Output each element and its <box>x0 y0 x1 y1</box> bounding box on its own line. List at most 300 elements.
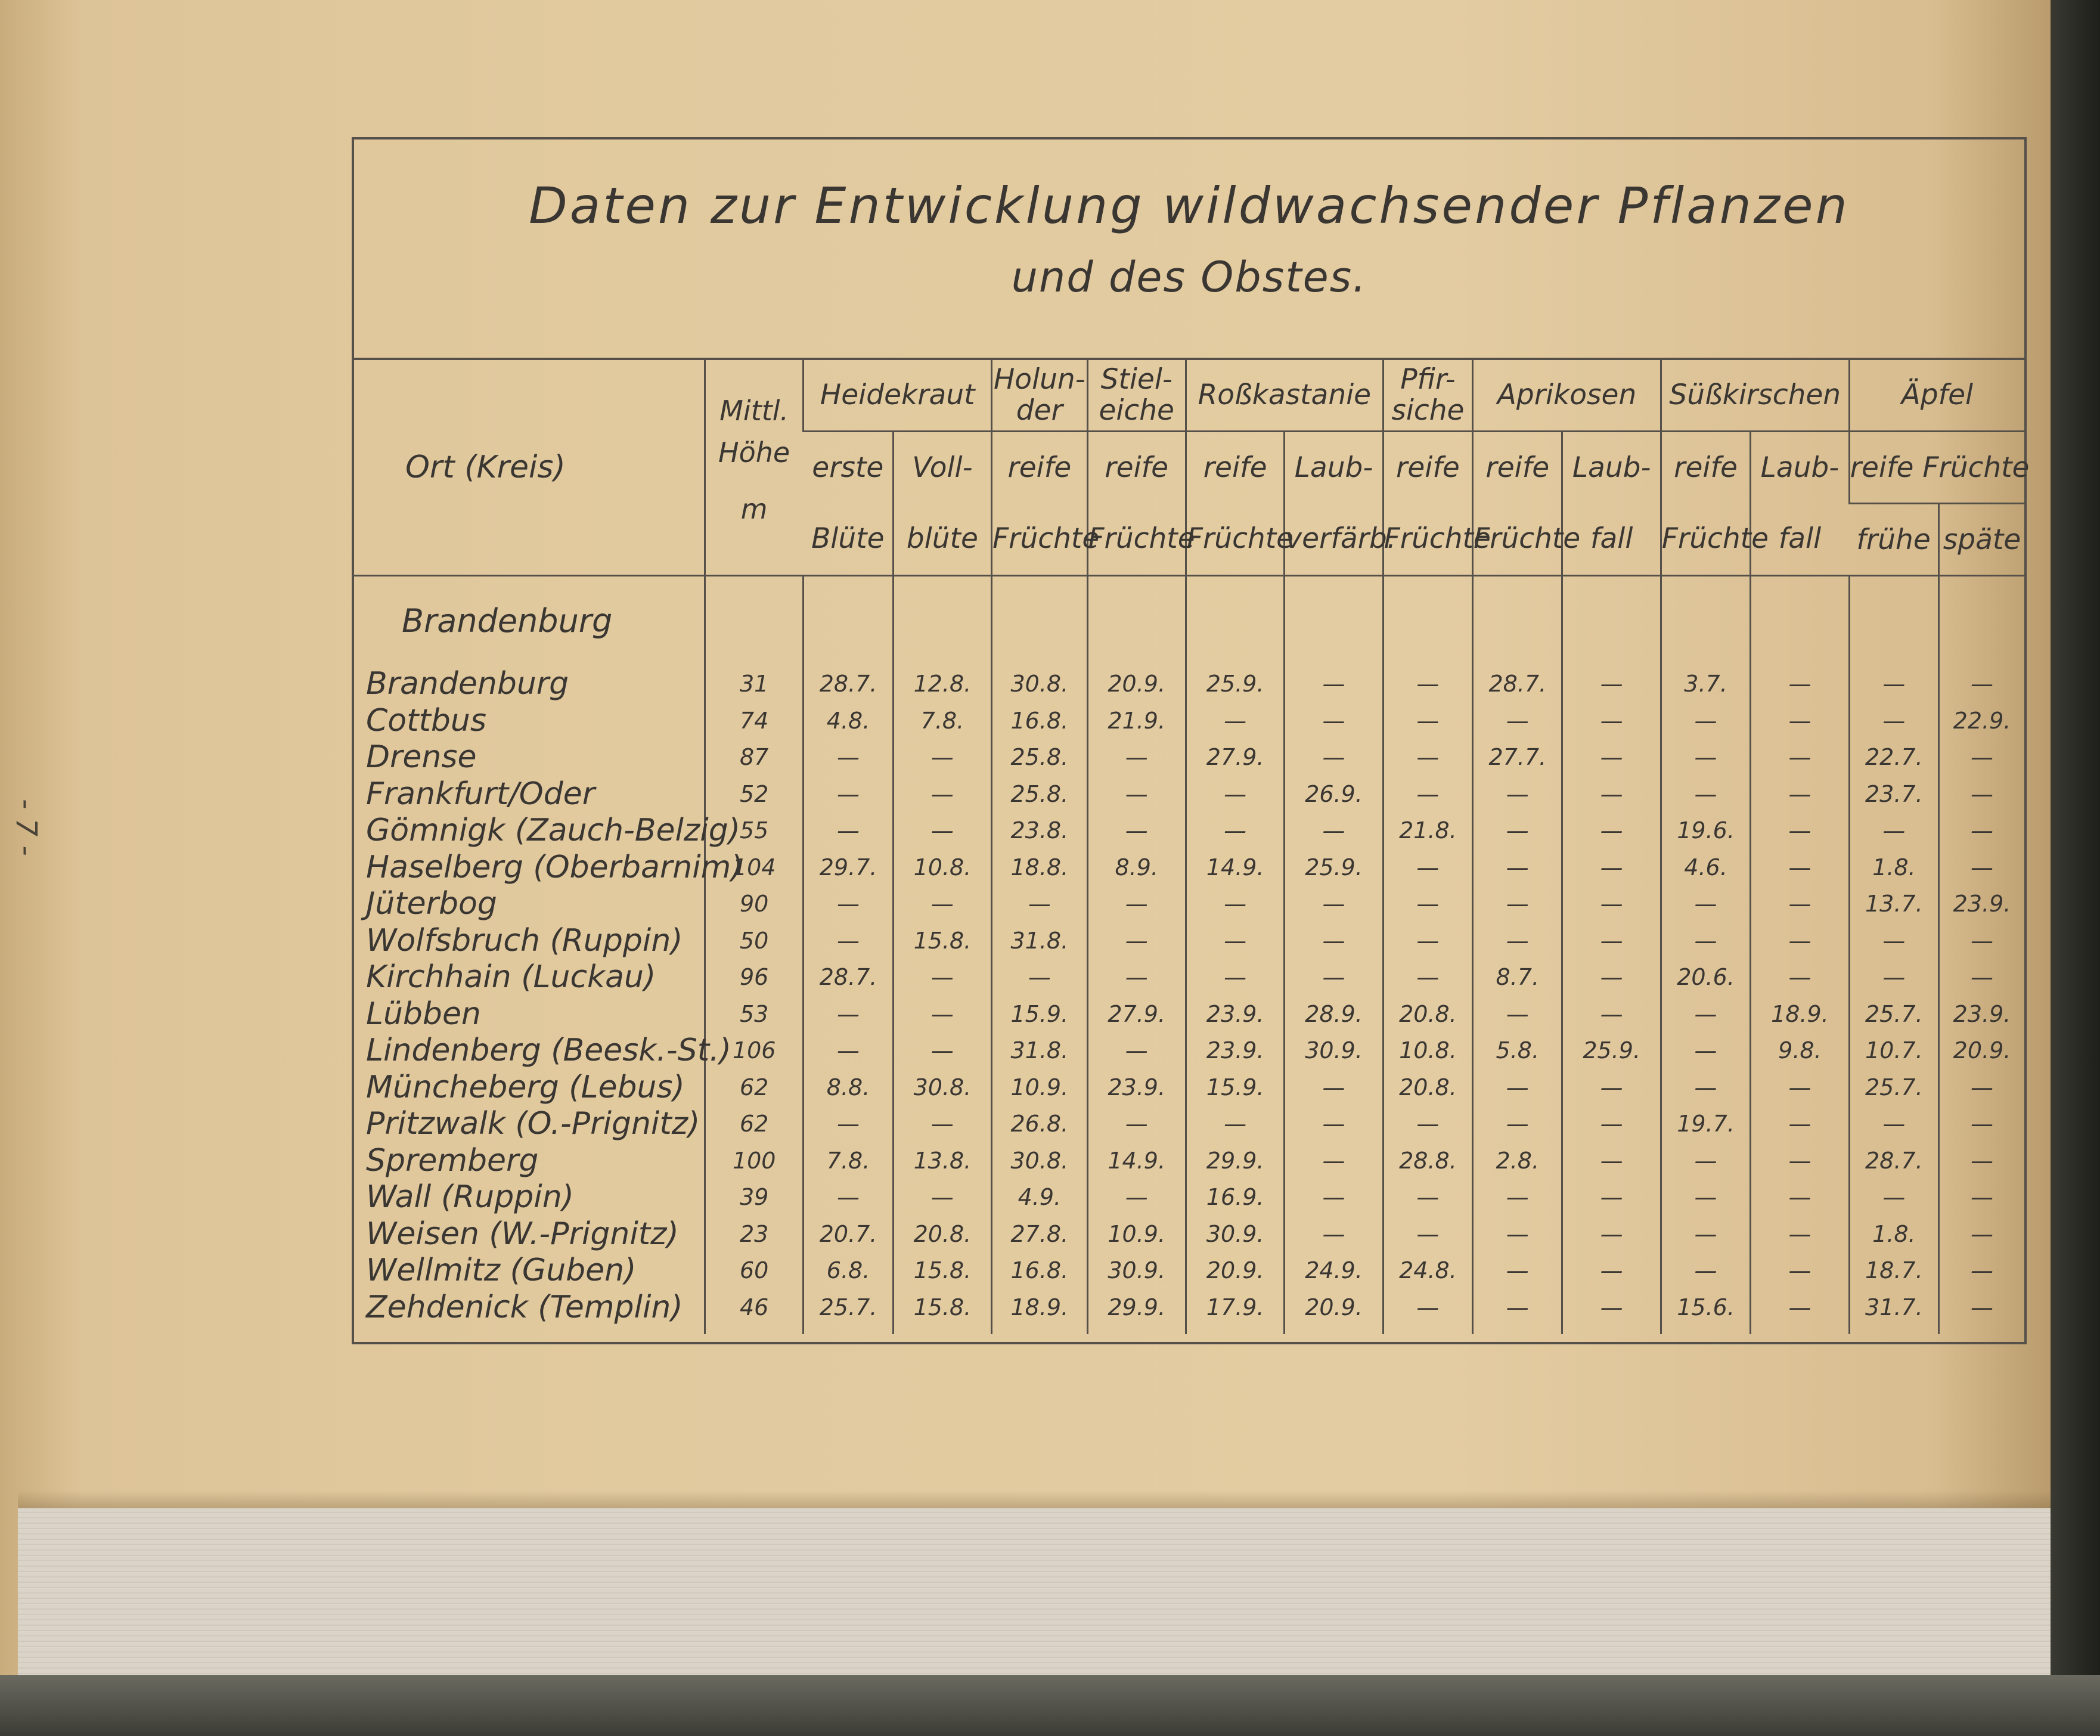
date-cell: — <box>1562 923 1661 960</box>
empty-cell <box>705 576 803 666</box>
place-cell: Frankfurt/Oder <box>366 776 595 812</box>
date-cell: — <box>1285 959 1383 996</box>
sub-header-bottom: Früchte <box>1474 522 1581 556</box>
date-cell: — <box>1751 1070 1849 1106</box>
date-cell: — <box>1751 813 1849 850</box>
table-row <box>354 1253 2024 1289</box>
date-cell: 15.9. <box>992 996 1087 1033</box>
height-cell: 60 <box>705 1253 803 1289</box>
place-cell: Drense <box>366 739 477 775</box>
date-cell: 13.7. <box>1849 886 1938 923</box>
date-cell: — <box>1285 1179 1383 1216</box>
date-cell: — <box>1751 1106 1849 1143</box>
date-cell: — <box>1473 1179 1562 1216</box>
region-row <box>354 576 2024 666</box>
height-cell: 96 <box>705 959 803 996</box>
date-cell: — <box>1473 996 1562 1033</box>
place-cell: Spremberg <box>366 1142 539 1179</box>
date-cell: — <box>1285 666 1383 703</box>
date-cell: — <box>1661 1070 1750 1106</box>
date-cell: — <box>1562 666 1661 703</box>
date-cell: — <box>1285 1216 1383 1253</box>
date-cell: 19.7. <box>1661 1106 1750 1143</box>
sub-header-bottom: Früchte <box>1186 522 1294 556</box>
book-cover-edge <box>2051 0 2100 1736</box>
group-header-holunder-text: Holun- der <box>993 363 1085 427</box>
height-cell: 46 <box>705 1289 803 1335</box>
sub-header-fruehe: frühe <box>1849 504 1938 576</box>
date-cell: 10.7. <box>1849 1033 1938 1070</box>
date-cell: 20.8. <box>893 1216 991 1253</box>
date-cell: — <box>804 923 893 960</box>
date-cell: — <box>1383 886 1472 923</box>
date-cell: 20.8. <box>1383 1070 1472 1106</box>
date-cell: — <box>1087 923 1186 960</box>
date-cell: — <box>1186 813 1284 850</box>
date-cell: — <box>1473 1106 1562 1143</box>
date-cell: — <box>1087 1106 1186 1143</box>
date-cell: — <box>893 776 991 813</box>
group-header-stieleiche-text: Stiel- eiche <box>1099 363 1174 427</box>
date-cell: 20.9. <box>1285 1289 1383 1335</box>
height-header-unit: m <box>740 493 768 525</box>
table-row <box>354 886 2024 923</box>
date-cell: 10.8. <box>1383 1033 1472 1070</box>
height-cell: 55 <box>705 813 803 850</box>
date-cell: 19.6. <box>1661 813 1750 850</box>
data-table-sheet <box>352 137 2030 1344</box>
date-cell: 15.9. <box>1186 1070 1284 1106</box>
date-cell: — <box>1939 813 2025 850</box>
date-cell: 28.7. <box>804 959 893 996</box>
title-block <box>354 140 2024 360</box>
phenology-table <box>354 360 2030 1334</box>
date-cell: 18.9. <box>1751 996 1849 1033</box>
date-cell: 7.8. <box>893 703 991 740</box>
sub-header-top: reife <box>1007 451 1072 484</box>
date-cell: — <box>1285 1106 1383 1143</box>
sub-header-aepfel-reife: reife Früchte <box>1849 432 2024 504</box>
date-cell: — <box>1661 886 1750 923</box>
date-cell: — <box>1661 703 1750 740</box>
region-label: Brandenburg <box>402 602 613 640</box>
date-cell: 28.7. <box>1473 666 1562 703</box>
empty-cell <box>1939 576 2025 666</box>
date-cell: 22.9. <box>1939 703 2025 740</box>
date-cell: 20.6. <box>1661 959 1750 996</box>
date-cell: — <box>1939 739 2025 776</box>
date-cell: 4.6. <box>1661 850 1750 886</box>
date-cell: 13.8. <box>893 1143 991 1180</box>
sub-header-stieleiche-reife <box>1087 432 1195 576</box>
date-cell: — <box>1751 739 1849 776</box>
group-header-pfirsiche <box>1383 360 1472 432</box>
date-cell: — <box>1849 1106 1938 1143</box>
date-cell: — <box>1661 1216 1750 1253</box>
date-cell: — <box>992 959 1087 996</box>
date-cell: — <box>1751 776 1849 813</box>
date-cell: — <box>804 1179 893 1216</box>
date-cell: 27.8. <box>992 1216 1087 1253</box>
date-cell: — <box>1939 1070 2025 1106</box>
table-body <box>354 576 2024 1335</box>
table-row <box>354 1033 2024 1070</box>
table-row <box>354 923 2024 960</box>
date-cell: — <box>1751 1289 1849 1335</box>
date-cell: 21.8. <box>1383 813 1472 850</box>
date-cell: 25.9. <box>1562 1033 1661 1070</box>
date-cell: — <box>1285 1143 1383 1180</box>
date-cell: — <box>893 813 991 850</box>
date-cell: — <box>1562 1289 1661 1335</box>
date-cell: 25.7. <box>1849 1070 1938 1106</box>
date-cell: 8.9. <box>1087 850 1186 886</box>
date-cell: — <box>1473 813 1562 850</box>
date-cell: — <box>804 813 893 850</box>
table-row <box>354 1070 2024 1106</box>
date-cell: — <box>1473 1070 1562 1106</box>
date-cell: 30.8. <box>992 666 1087 703</box>
sub-header-bottom: Früchte <box>992 522 1100 556</box>
date-cell: 30.9. <box>1285 1033 1383 1070</box>
height-cell: 87 <box>705 739 803 776</box>
date-cell: 1.8. <box>1849 850 1938 886</box>
date-cell: — <box>1087 739 1186 776</box>
date-cell: 18.7. <box>1849 1253 1938 1289</box>
date-cell: 14.9. <box>1087 1143 1186 1180</box>
date-cell: 28.8. <box>1383 1143 1472 1180</box>
date-cell: — <box>1473 923 1562 960</box>
date-cell: — <box>1751 1216 1849 1253</box>
date-cell: 2.8. <box>1473 1143 1562 1180</box>
sub-header-bottom: Früchte <box>1384 522 1491 556</box>
date-cell: — <box>1661 1179 1750 1216</box>
date-cell: — <box>1939 1216 2025 1253</box>
height-cell: 50 <box>705 923 803 960</box>
date-cell: 31.8. <box>992 923 1087 960</box>
place-cell: Wolfsbruch (Ruppin) <box>366 922 683 959</box>
date-cell: — <box>1383 776 1472 813</box>
place-cell: Wellmitz (Guben) <box>366 1253 637 1288</box>
height-header-line2: Höhe <box>718 436 790 469</box>
date-cell: — <box>893 739 991 776</box>
date-cell: — <box>1087 959 1186 996</box>
place-cell: Kirchhain (Luckau) <box>366 959 656 995</box>
date-cell: — <box>1285 1070 1383 1106</box>
sub-header-top: erste <box>812 451 884 484</box>
place-cell: Lindenberg (Beesk.-St.) <box>366 1033 731 1068</box>
sub-header-top: Voll- <box>912 451 973 484</box>
table-row <box>354 850 2024 886</box>
table-row <box>354 813 2024 850</box>
date-cell: 12.8. <box>893 666 991 703</box>
empty-cell <box>1849 576 1938 666</box>
sub-header-top: reife <box>1105 451 1169 484</box>
date-cell: 23.9. <box>1186 996 1284 1033</box>
date-cell: 9.8. <box>1751 1033 1849 1070</box>
place-cell: Haselberg (Oberbarnim) <box>366 849 743 885</box>
date-cell: 6.8. <box>804 1253 893 1289</box>
date-cell: — <box>1939 1289 2025 1335</box>
date-cell: — <box>1751 850 1849 886</box>
date-cell: — <box>1849 923 1938 960</box>
table-row <box>354 1106 2024 1143</box>
table-row <box>354 959 2024 996</box>
sub-header-aprikosen-reife <box>1473 432 1581 576</box>
page-number: - 7 - <box>10 799 43 856</box>
date-cell: 23.7. <box>1849 776 1938 813</box>
date-cell: — <box>1473 1289 1562 1335</box>
place-cell: Gömnigk (Zauch-Belzig) <box>366 813 741 848</box>
date-cell: — <box>1562 996 1661 1033</box>
date-cell: — <box>804 1033 893 1070</box>
empty-cell <box>804 576 893 666</box>
date-cell: — <box>804 996 893 1033</box>
sub-header-rosskastanie-laubverfaerb <box>1285 432 1396 576</box>
book-cover-bottom <box>0 1675 2100 1736</box>
place-cell: Müncheberg (Lebus) <box>366 1069 685 1105</box>
height-cell: 100 <box>705 1143 803 1180</box>
date-cell: 20.9. <box>1186 1253 1284 1289</box>
sub-header-bottom: fall <box>1590 522 1633 556</box>
date-cell: — <box>893 1179 991 1216</box>
height-cell: 39 <box>705 1179 803 1216</box>
date-cell: — <box>1661 1143 1750 1180</box>
date-cell: — <box>992 886 1087 923</box>
place-column-header: Ort (Kreis) <box>354 360 705 576</box>
date-cell: 4.8. <box>804 703 893 740</box>
date-cell: 28.7. <box>804 666 893 703</box>
sub-header-top: Laub- <box>1572 451 1651 484</box>
date-cell: — <box>1473 1253 1562 1289</box>
date-cell: — <box>1661 776 1750 813</box>
sub-header-bottom: Früchte <box>1661 522 1769 556</box>
empty-cell <box>1751 576 1849 666</box>
sub-header-top: reife <box>1674 451 1738 484</box>
sub-header-top: reife <box>1203 451 1267 484</box>
date-cell: 28.7. <box>1849 1143 1938 1180</box>
empty-cell <box>1186 576 1284 666</box>
empty-cell <box>1087 576 1186 666</box>
empty-cell <box>893 576 991 666</box>
date-cell: 20.9. <box>1087 666 1186 703</box>
sub-header-top: reife <box>1485 451 1550 484</box>
place-cell: Zehdenick (Templin) <box>366 1289 683 1325</box>
date-cell: 24.9. <box>1285 1253 1383 1289</box>
sub-header-top: Laub- <box>1760 451 1840 484</box>
height-cell: 53 <box>705 996 803 1033</box>
date-cell: — <box>1562 1216 1661 1253</box>
date-cell: — <box>1939 1253 2025 1289</box>
place-cell: Brandenburg <box>366 666 569 702</box>
date-cell: 25.8. <box>992 776 1087 813</box>
date-cell: — <box>1285 886 1383 923</box>
date-cell: 16.9. <box>1186 1179 1284 1216</box>
date-cell: 1.8. <box>1849 1216 1938 1253</box>
date-cell: — <box>1939 923 2025 960</box>
date-cell: — <box>1186 886 1284 923</box>
date-cell: — <box>1661 739 1750 776</box>
date-cell: — <box>1186 703 1284 740</box>
date-cell: — <box>1473 886 1562 923</box>
date-cell: — <box>1939 850 2025 886</box>
date-cell: 29.9. <box>1087 1289 1186 1335</box>
date-cell: — <box>1383 1179 1472 1216</box>
date-cell: — <box>893 959 991 996</box>
date-cell: — <box>1186 776 1284 813</box>
sub-header-rosskastanie-reife <box>1186 432 1294 576</box>
date-cell: — <box>804 886 893 923</box>
date-cell: — <box>1285 703 1383 740</box>
date-cell: 23.8. <box>992 813 1087 850</box>
table-row <box>354 996 2024 1033</box>
table-row <box>354 1143 2024 1180</box>
date-cell: 16.8. <box>992 1253 1087 1289</box>
group-header-holunder <box>992 360 1087 432</box>
date-cell: — <box>1473 776 1562 813</box>
date-cell: 20.9. <box>1939 1033 2025 1070</box>
date-cell: 26.8. <box>992 1106 1087 1143</box>
empty-cell <box>1285 576 1383 666</box>
date-cell: 18.9. <box>992 1289 1087 1335</box>
date-cell: — <box>893 996 991 1033</box>
date-cell: 29.9. <box>1186 1143 1284 1180</box>
height-cell: 52 <box>705 776 803 813</box>
height-cell: 62 <box>705 1070 803 1106</box>
height-cell: 90 <box>705 886 803 923</box>
place-cell: Lübben <box>366 996 481 1032</box>
date-cell: — <box>1087 886 1186 923</box>
date-cell: — <box>1939 776 2025 813</box>
date-cell: — <box>1383 703 1472 740</box>
date-cell: — <box>1751 666 1849 703</box>
date-cell: 21.9. <box>1087 703 1186 740</box>
date-cell: — <box>1562 813 1661 850</box>
empty-cell <box>992 576 1087 666</box>
height-cell: 62 <box>705 1106 803 1143</box>
date-cell: 16.8. <box>992 703 1087 740</box>
date-cell: — <box>1562 959 1661 996</box>
date-cell: — <box>1186 1106 1284 1143</box>
date-cell: — <box>1562 703 1661 740</box>
date-cell: — <box>1383 1289 1472 1335</box>
date-cell: — <box>1473 703 1562 740</box>
date-cell: 10.9. <box>1087 1216 1186 1253</box>
height-cell: 31 <box>705 666 803 703</box>
group-header-suesskirschen: Süßkirschen <box>1661 360 1849 432</box>
date-cell: 7.8. <box>804 1143 893 1180</box>
place-cell: Weisen (W.-Prignitz) <box>366 1216 679 1252</box>
place-cell: Jüterbog <box>366 886 497 922</box>
date-cell: — <box>1285 813 1383 850</box>
table-row <box>354 739 2024 776</box>
date-cell: 8.7. <box>1473 959 1562 996</box>
date-cell: — <box>1087 1033 1186 1070</box>
date-cell: — <box>1473 850 1562 886</box>
date-cell: — <box>1849 666 1938 703</box>
date-cell: — <box>1562 850 1661 886</box>
date-cell: — <box>1562 1106 1661 1143</box>
date-cell: 29.7. <box>804 850 893 886</box>
sub-header-vollbluete <box>893 432 991 576</box>
date-cell: — <box>893 886 991 923</box>
date-cell: — <box>1751 886 1849 923</box>
date-cell: — <box>1383 959 1472 996</box>
date-cell: — <box>1562 739 1661 776</box>
date-cell: 27.9. <box>1087 996 1186 1033</box>
group-header-rosskastanie: Roßkastanie <box>1186 360 1383 432</box>
date-cell: — <box>1285 739 1383 776</box>
date-cell: — <box>1383 923 1472 960</box>
sub-header-top: Laub- <box>1294 451 1373 484</box>
date-cell: 30.8. <box>893 1070 991 1106</box>
date-cell: — <box>1087 813 1186 850</box>
date-cell: — <box>1751 1179 1849 1216</box>
empty-cell <box>1661 576 1750 666</box>
date-cell: 25.9. <box>1186 666 1284 703</box>
date-cell: 23.9. <box>1939 996 2025 1033</box>
table-row <box>354 776 2024 813</box>
date-cell: — <box>1562 776 1661 813</box>
empty-cell <box>1383 576 1472 666</box>
date-cell: 14.9. <box>1186 850 1284 886</box>
date-cell: — <box>1087 776 1186 813</box>
date-cell: — <box>1751 703 1849 740</box>
date-cell: 31.7. <box>1849 1289 1938 1335</box>
date-cell: 25.9. <box>1285 850 1383 886</box>
date-cell: 22.7. <box>1849 739 1938 776</box>
date-cell: — <box>1661 1253 1750 1289</box>
place-cell: Wall (Ruppin) <box>366 1179 574 1215</box>
date-cell: — <box>1751 1253 1849 1289</box>
height-cell: 106 <box>705 1033 803 1070</box>
place-cell: Cottbus <box>366 702 486 739</box>
sub-header-spaete: späte <box>1939 504 2025 576</box>
date-cell: — <box>1661 996 1750 1033</box>
date-cell: 25.8. <box>992 739 1087 776</box>
date-cell: 15.8. <box>893 923 991 960</box>
date-cell: 3.7. <box>1661 666 1750 703</box>
group-header-aprikosen: Aprikosen <box>1473 360 1661 432</box>
date-cell: — <box>1285 923 1383 960</box>
date-cell: 17.9. <box>1186 1289 1284 1335</box>
table-row <box>354 1289 2024 1335</box>
table-row <box>354 1179 2024 1216</box>
date-cell: 26.9. <box>1285 776 1383 813</box>
table-row <box>354 703 2024 740</box>
date-cell: 30.9. <box>1087 1253 1186 1289</box>
date-cell: — <box>1661 923 1750 960</box>
date-cell: — <box>804 739 893 776</box>
date-cell: — <box>1562 1253 1661 1289</box>
date-cell: 10.9. <box>992 1070 1087 1106</box>
sub-header-bottom: fall <box>1778 522 1822 556</box>
date-cell: 8.8. <box>804 1070 893 1106</box>
date-cell: — <box>1186 959 1284 996</box>
date-cell: — <box>804 776 893 813</box>
date-cell: — <box>1849 813 1938 850</box>
sub-header-bottom: verfärb. <box>1285 522 1396 556</box>
date-cell: 15.6. <box>1661 1289 1750 1335</box>
sub-header-bottom: Früchte <box>1088 522 1195 556</box>
date-cell: 28.9. <box>1285 996 1383 1033</box>
date-cell: — <box>1939 1143 2025 1180</box>
date-cell: — <box>893 1033 991 1070</box>
sub-header-erste-bluete <box>804 432 893 576</box>
date-cell: 15.8. <box>893 1253 991 1289</box>
date-cell: — <box>1562 1070 1661 1106</box>
date-cell: — <box>1939 959 2025 996</box>
